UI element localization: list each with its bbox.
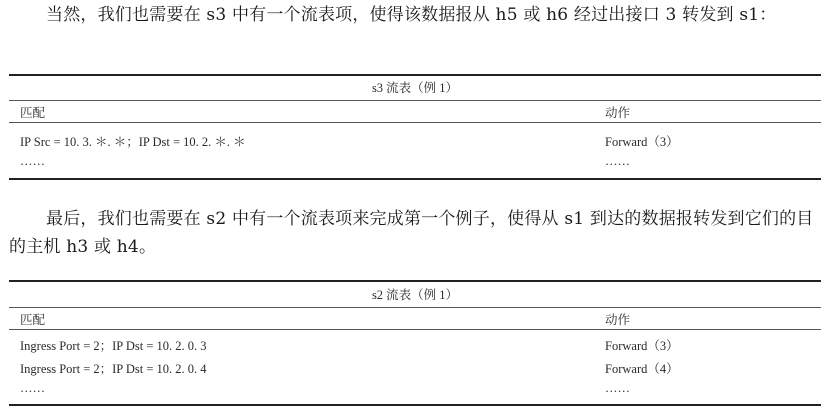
- table-caption: s3 流表（例 1）: [371, 81, 459, 95]
- table-row-match: Ingress Port = 2；IP Dst = 10. 2. 0. 3: [20, 339, 207, 353]
- header-action: 动作: [605, 106, 631, 120]
- table-caption: s2 流表（例 1）: [371, 288, 459, 302]
- table-row-action: Forward（4）: [605, 362, 679, 376]
- table-row-action: ……: [605, 154, 630, 168]
- table-row-match: Ingress Port = 2；IP Dst = 10. 2. 0. 4: [20, 362, 207, 376]
- table-row-match: ……: [20, 154, 45, 168]
- table-row-match: ……: [20, 381, 45, 395]
- s2-flow-table: [9, 280, 821, 409]
- header-match: 匹配: [20, 106, 46, 120]
- header-divider: [9, 122, 821, 123]
- table-bottom-rule: [9, 178, 821, 180]
- table-top-rule: [9, 74, 821, 76]
- table-row-action: ……: [605, 381, 630, 395]
- table-row-match: IP Src = 10. 3. ＊. ＊；IP Dst = 10. 2. ＊. ＊: [20, 135, 246, 149]
- header-divider: [9, 329, 821, 330]
- table-row-action: Forward（3）: [605, 135, 679, 149]
- header-action: 动作: [605, 313, 631, 327]
- paragraph-s3-intro: 当然，我们也需要在 s3 中有一个流表项，使得该数据报从 h5 或 h6 经过出接口 3 转发到 s1：: [46, 5, 777, 25]
- paragraph-s2-intro: 最后，我们也需要在 s2 中有一个流表项来完成第一个例子，使得从 s1 到达的数据报转发到它们的目的主机 h3 或 h4。: [9, 209, 814, 257]
- table-top-rule: [9, 280, 821, 282]
- table-row-action: Forward（3）: [605, 339, 679, 353]
- s3-flow-table: [9, 74, 821, 182]
- header-match: 匹配: [20, 313, 46, 327]
- caption-divider: [9, 100, 821, 101]
- caption-divider: [9, 307, 821, 308]
- table-bottom-rule: [9, 404, 821, 406]
